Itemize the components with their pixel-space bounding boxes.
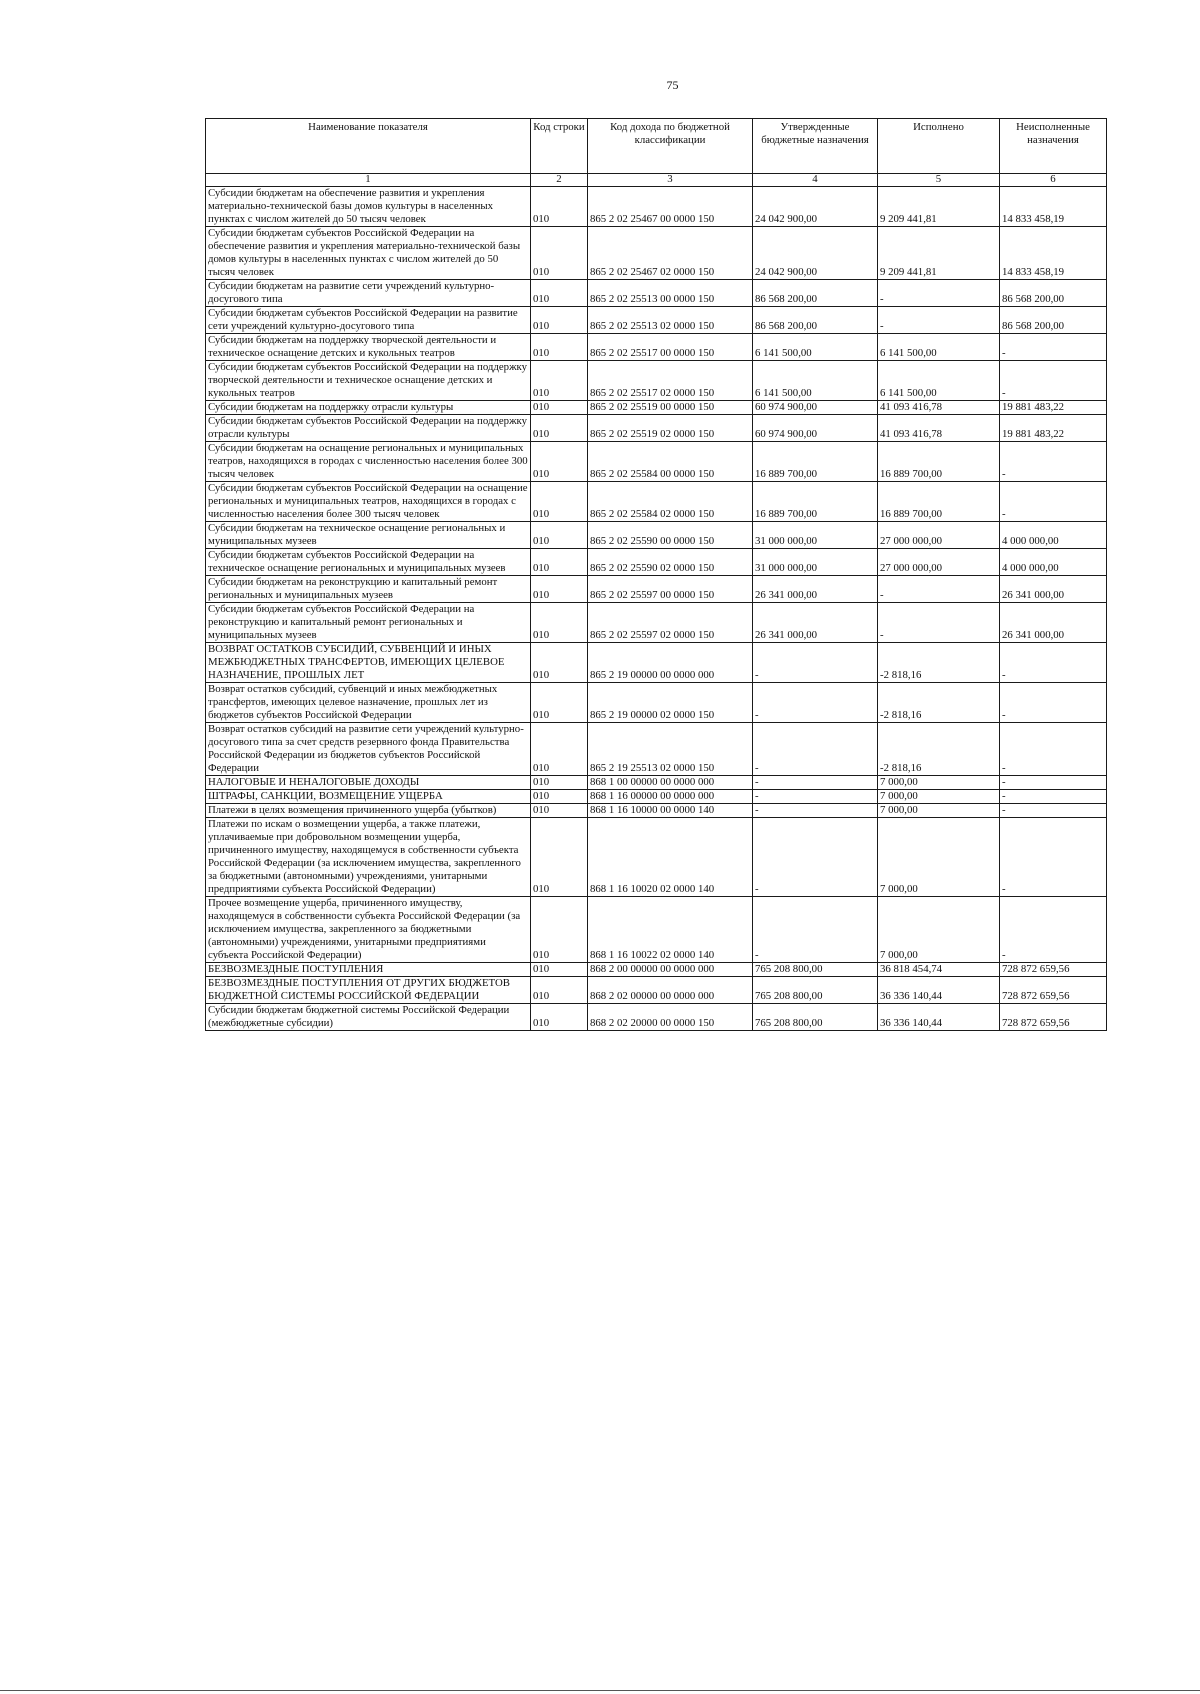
row-line-code: 010	[531, 963, 588, 977]
row-name: Субсидии бюджетам субъектов Российской Федерации на обеспечение развития и укрепления материально-технической базы домов культуры в населенных пунктах с числом жителей до 50 тысяч человек	[206, 227, 531, 280]
row-income-code: 865 2 02 25519 00 0000 150	[588, 401, 753, 415]
row-approved: 31 000 000,00	[753, 522, 878, 549]
row-approved: 765 208 800,00	[753, 977, 878, 1004]
row-line-code: 010	[531, 723, 588, 776]
row-approved: 60 974 900,00	[753, 401, 878, 415]
row-name: Субсидии бюджетам на оснащение региональных и муниципальных театров, находящихся в городах с численностью населения более 300 тысяч человек	[206, 442, 531, 482]
table-row	[206, 361, 1107, 401]
row-income-code: 865 2 02 25467 02 0000 150	[588, 227, 753, 280]
table-row	[206, 897, 1107, 963]
row-approved: 6 141 500,00	[753, 361, 878, 401]
row-unexecuted: 26 341 000,00	[1000, 603, 1107, 643]
row-approved: 6 141 500,00	[753, 334, 878, 361]
row-unexecuted: -	[1000, 790, 1107, 804]
row-unexecuted: -	[1000, 897, 1107, 963]
row-unexecuted: -	[1000, 334, 1107, 361]
table-row	[206, 482, 1107, 522]
header-unexecuted: Неисполненные назначения	[1000, 119, 1107, 174]
row-income-code: 865 2 02 25513 00 0000 150	[588, 280, 753, 307]
table-body	[206, 187, 1107, 1031]
row-income-code: 865 2 02 25597 00 0000 150	[588, 576, 753, 603]
table-row	[206, 334, 1107, 361]
row-approved: 765 208 800,00	[753, 963, 878, 977]
row-executed: 36 336 140,44	[878, 977, 1000, 1004]
table-row	[206, 549, 1107, 576]
table-row	[206, 977, 1107, 1004]
row-line-code: 010	[531, 227, 588, 280]
row-unexecuted: 4 000 000,00	[1000, 522, 1107, 549]
column-number: 2	[531, 174, 588, 187]
header-executed: Исполнено	[878, 119, 1000, 174]
row-name: Субсидии бюджетам на техническое оснащение региональных и муниципальных музеев	[206, 522, 531, 549]
row-unexecuted: 86 568 200,00	[1000, 280, 1107, 307]
row-line-code: 010	[531, 683, 588, 723]
table-row	[206, 804, 1107, 818]
row-income-code: 865 2 02 25517 00 0000 150	[588, 334, 753, 361]
row-line-code: 010	[531, 482, 588, 522]
row-executed: 36 336 140,44	[878, 1004, 1000, 1031]
row-executed: -	[878, 307, 1000, 334]
row-line-code: 010	[531, 415, 588, 442]
row-executed: 9 209 441,81	[878, 187, 1000, 227]
row-unexecuted: -	[1000, 683, 1107, 723]
header-line-code: Код строки	[531, 119, 588, 174]
row-executed: -2 818,16	[878, 723, 1000, 776]
column-number: 4	[753, 174, 878, 187]
row-approved: 765 208 800,00	[753, 1004, 878, 1031]
row-approved: 31 000 000,00	[753, 549, 878, 576]
row-line-code: 010	[531, 897, 588, 963]
table-row	[206, 1004, 1107, 1031]
row-approved: 86 568 200,00	[753, 280, 878, 307]
page-number: 75	[666, 78, 679, 92]
row-approved: -	[753, 776, 878, 790]
header-approved: Утвержденные бюджетные назначения	[753, 119, 878, 174]
table-row	[206, 307, 1107, 334]
row-unexecuted: 14 833 458,19	[1000, 187, 1107, 227]
row-unexecuted: -	[1000, 818, 1107, 897]
row-executed: -2 818,16	[878, 643, 1000, 683]
row-income-code: 865 2 19 00000 00 0000 000	[588, 643, 753, 683]
row-line-code: 010	[531, 576, 588, 603]
row-name: Субсидии бюджетам субъектов Российской Федерации на поддержку отрасли культуры	[206, 415, 531, 442]
row-approved: 16 889 700,00	[753, 482, 878, 522]
row-approved: 86 568 200,00	[753, 307, 878, 334]
row-name: Платежи в целях возмещения причиненного ущерба (убытков)	[206, 804, 531, 818]
row-name: Субсидии бюджетам на обеспечение развития и укрепления материально-технической базы домов культуры в населенных пунктах с числом жителей до 50 тысяч человек	[206, 187, 531, 227]
row-executed: 41 093 416,78	[878, 415, 1000, 442]
row-income-code: 865 2 02 25584 00 0000 150	[588, 442, 753, 482]
row-name: ШТРАФЫ, САНКЦИИ, ВОЗМЕЩЕНИЕ УЩЕРБА	[206, 790, 531, 804]
row-name: Субсидии бюджетам бюджетной системы Российской Федерации (межбюджетные субсидии)	[206, 1004, 531, 1031]
column-number: 5	[878, 174, 1000, 187]
row-executed: -	[878, 603, 1000, 643]
column-number: 1	[206, 174, 531, 187]
row-income-code: 868 2 00 00000 00 0000 000	[588, 963, 753, 977]
row-name: ВОЗВРАТ ОСТАТКОВ СУБСИДИЙ, СУБВЕНЦИЙ И ИНЫХ МЕЖБЮДЖЕТНЫХ ТРАНСФЕРТОВ, ИМЕЮЩИХ ЦЕЛЕВОЕ НАЗНАЧЕНИЕ, ПРОШЛЫХ ЛЕТ	[206, 643, 531, 683]
row-income-code: 868 1 16 10022 02 0000 140	[588, 897, 753, 963]
row-income-code: 865 2 02 25519 02 0000 150	[588, 415, 753, 442]
table-row	[206, 603, 1107, 643]
row-income-code: 865 2 02 25584 02 0000 150	[588, 482, 753, 522]
row-line-code: 010	[531, 187, 588, 227]
row-income-code: 865 2 02 25513 02 0000 150	[588, 307, 753, 334]
row-executed: 9 209 441,81	[878, 227, 1000, 280]
row-unexecuted: 728 872 659,56	[1000, 963, 1107, 977]
table-row	[206, 818, 1107, 897]
row-approved: -	[753, 897, 878, 963]
row-executed: 16 889 700,00	[878, 482, 1000, 522]
column-number: 3	[588, 174, 753, 187]
row-approved: 60 974 900,00	[753, 415, 878, 442]
row-line-code: 010	[531, 977, 588, 1004]
row-executed: 7 000,00	[878, 897, 1000, 963]
row-executed: 27 000 000,00	[878, 522, 1000, 549]
row-name: Субсидии бюджетам субъектов Российской Федерации на поддержку творческой деятельности и техническое оснащение детских и кукольных театров	[206, 361, 531, 401]
row-line-code: 010	[531, 818, 588, 897]
bottom-rule	[0, 1690, 1200, 1691]
row-line-code: 010	[531, 307, 588, 334]
row-line-code: 010	[531, 334, 588, 361]
row-executed: -	[878, 576, 1000, 603]
row-unexecuted: -	[1000, 442, 1107, 482]
row-name: Возврат остатков субсидий на развитие сети учреждений культурно-досугового типа за счет средств резервного фонда Правительства Российской Федерации из бюджетов субъектов Российской Федерации	[206, 723, 531, 776]
table-row	[206, 963, 1107, 977]
row-executed: -2 818,16	[878, 683, 1000, 723]
table-row	[206, 401, 1107, 415]
row-unexecuted: -	[1000, 804, 1107, 818]
table-row	[206, 683, 1107, 723]
row-line-code: 010	[531, 549, 588, 576]
table-row	[206, 442, 1107, 482]
row-approved: -	[753, 723, 878, 776]
row-unexecuted: -	[1000, 776, 1107, 790]
row-income-code: 865 2 02 25597 02 0000 150	[588, 603, 753, 643]
row-line-code: 010	[531, 1004, 588, 1031]
row-name: Субсидии бюджетам на развитие сети учреждений культурно-досугового типа	[206, 280, 531, 307]
row-line-code: 010	[531, 603, 588, 643]
row-unexecuted: 26 341 000,00	[1000, 576, 1107, 603]
row-income-code: 868 1 00 00000 00 0000 000	[588, 776, 753, 790]
row-name: Субсидии бюджетам субъектов Российской Федерации на техническое оснащение региональных и муниципальных музеев	[206, 549, 531, 576]
row-unexecuted: -	[1000, 723, 1107, 776]
column-number-row	[206, 174, 1107, 187]
table-row	[206, 790, 1107, 804]
row-line-code: 010	[531, 401, 588, 415]
row-unexecuted: 728 872 659,56	[1000, 977, 1107, 1004]
row-line-code: 010	[531, 643, 588, 683]
row-approved: 24 042 900,00	[753, 227, 878, 280]
row-name: БЕЗВОЗМЕЗДНЫЕ ПОСТУПЛЕНИЯ	[206, 963, 531, 977]
row-unexecuted: 19 881 483,22	[1000, 415, 1107, 442]
row-name: Субсидии бюджетам субъектов Российской Федерации на реконструкцию и капитальный ремонт региональных и муниципальных музеев	[206, 603, 531, 643]
row-income-code: 865 2 19 00000 02 0000 150	[588, 683, 753, 723]
row-executed: 7 000,00	[878, 818, 1000, 897]
table-row	[206, 723, 1107, 776]
table-row	[206, 643, 1107, 683]
row-executed: 16 889 700,00	[878, 442, 1000, 482]
table-row	[206, 576, 1107, 603]
row-executed: 36 818 454,74	[878, 963, 1000, 977]
row-line-code: 010	[531, 790, 588, 804]
row-executed: 7 000,00	[878, 790, 1000, 804]
row-income-code: 865 2 02 25590 00 0000 150	[588, 522, 753, 549]
row-unexecuted: 86 568 200,00	[1000, 307, 1107, 334]
row-unexecuted: -	[1000, 361, 1107, 401]
header-income-code: Код дохода по бюджетной классификации	[588, 119, 753, 174]
row-executed: 7 000,00	[878, 776, 1000, 790]
row-income-code: 868 2 02 20000 00 0000 150	[588, 1004, 753, 1031]
row-income-code: 868 1 16 10000 00 0000 140	[588, 804, 753, 818]
row-line-code: 010	[531, 361, 588, 401]
row-name: Платежи по искам о возмещении ущерба, а также платежи, уплачиваемые при добровольном возмещении ущерба, причиненного имуществу, находящемуся в собственности субъекта Российской Федерации (за исключением имущества, закрепленного за бюджетными (автономными) учреждениями, унитарными предприятиями субъекта Российской Федерации)	[206, 818, 531, 897]
header-name: Наименование показателя	[206, 119, 531, 174]
row-income-code: 868 1 16 00000 00 0000 000	[588, 790, 753, 804]
table-row	[206, 522, 1107, 549]
row-unexecuted: 19 881 483,22	[1000, 401, 1107, 415]
table-row	[206, 415, 1107, 442]
row-income-code: 868 1 16 10020 02 0000 140	[588, 818, 753, 897]
row-approved: -	[753, 643, 878, 683]
row-approved: -	[753, 683, 878, 723]
row-name: Субсидии бюджетам на поддержку творческой деятельности и техническое оснащение детских и кукольных театров	[206, 334, 531, 361]
row-name: Субсидии бюджетам субъектов Российской Федерации на оснащение региональных и муниципальных театров, находящихся в городах с численностью населения более 300 тысяч человек	[206, 482, 531, 522]
header-row	[206, 119, 1107, 174]
row-name: НАЛОГОВЫЕ И НЕНАЛОГОВЫЕ ДОХОДЫ	[206, 776, 531, 790]
row-name: Субсидии бюджетам субъектов Российской Федерации на развитие сети учреждений культурно-досугового типа	[206, 307, 531, 334]
row-approved: 24 042 900,00	[753, 187, 878, 227]
row-line-code: 010	[531, 522, 588, 549]
budget-table	[205, 118, 1107, 1031]
row-executed: 6 141 500,00	[878, 334, 1000, 361]
table-row	[206, 776, 1107, 790]
row-name: Возврат остатков субсидий, субвенций и иных межбюджетных трансфертов, имеющих целевое назначение, прошлых лет из бюджетов субъектов Российской Федерации	[206, 683, 531, 723]
row-approved: -	[753, 790, 878, 804]
row-income-code: 865 2 02 25590 02 0000 150	[588, 549, 753, 576]
table-row	[206, 187, 1107, 227]
row-name: БЕЗВОЗМЕЗДНЫЕ ПОСТУПЛЕНИЯ ОТ ДРУГИХ БЮДЖЕТОВ БЮДЖЕТНОЙ СИСТЕМЫ РОССИЙСКОЙ ФЕДЕРАЦИИ	[206, 977, 531, 1004]
row-unexecuted: 728 872 659,56	[1000, 1004, 1107, 1031]
row-unexecuted: -	[1000, 643, 1107, 683]
table-row	[206, 280, 1107, 307]
row-unexecuted: 14 833 458,19	[1000, 227, 1107, 280]
row-approved: 26 341 000,00	[753, 603, 878, 643]
row-name: Прочее возмещение ущерба, причиненного имуществу, находящемуся в собственности субъекта Российской Федерации (за исключением имущества, закрепленного за бюджетными (автономными) учреждениями, унитарными предприятиями субъекта Российской Федерации)	[206, 897, 531, 963]
row-approved: -	[753, 818, 878, 897]
row-income-code: 865 2 02 25467 00 0000 150	[588, 187, 753, 227]
row-executed: 6 141 500,00	[878, 361, 1000, 401]
row-income-code: 865 2 19 25513 02 0000 150	[588, 723, 753, 776]
table-row	[206, 227, 1107, 280]
column-number: 6	[1000, 174, 1107, 187]
row-line-code: 010	[531, 804, 588, 818]
row-line-code: 010	[531, 442, 588, 482]
row-executed: 41 093 416,78	[878, 401, 1000, 415]
row-name: Субсидии бюджетам на поддержку отрасли культуры	[206, 401, 531, 415]
row-unexecuted: 4 000 000,00	[1000, 549, 1107, 576]
row-executed: 7 000,00	[878, 804, 1000, 818]
row-executed: -	[878, 280, 1000, 307]
row-executed: 27 000 000,00	[878, 549, 1000, 576]
row-unexecuted: -	[1000, 482, 1107, 522]
row-line-code: 010	[531, 280, 588, 307]
row-approved: 16 889 700,00	[753, 442, 878, 482]
row-line-code: 010	[531, 776, 588, 790]
row-income-code: 868 2 02 00000 00 0000 000	[588, 977, 753, 1004]
row-approved: -	[753, 804, 878, 818]
row-name: Субсидии бюджетам на реконструкцию и капитальный ремонт региональных и муниципальных музеев	[206, 576, 531, 603]
row-income-code: 865 2 02 25517 02 0000 150	[588, 361, 753, 401]
row-approved: 26 341 000,00	[753, 576, 878, 603]
